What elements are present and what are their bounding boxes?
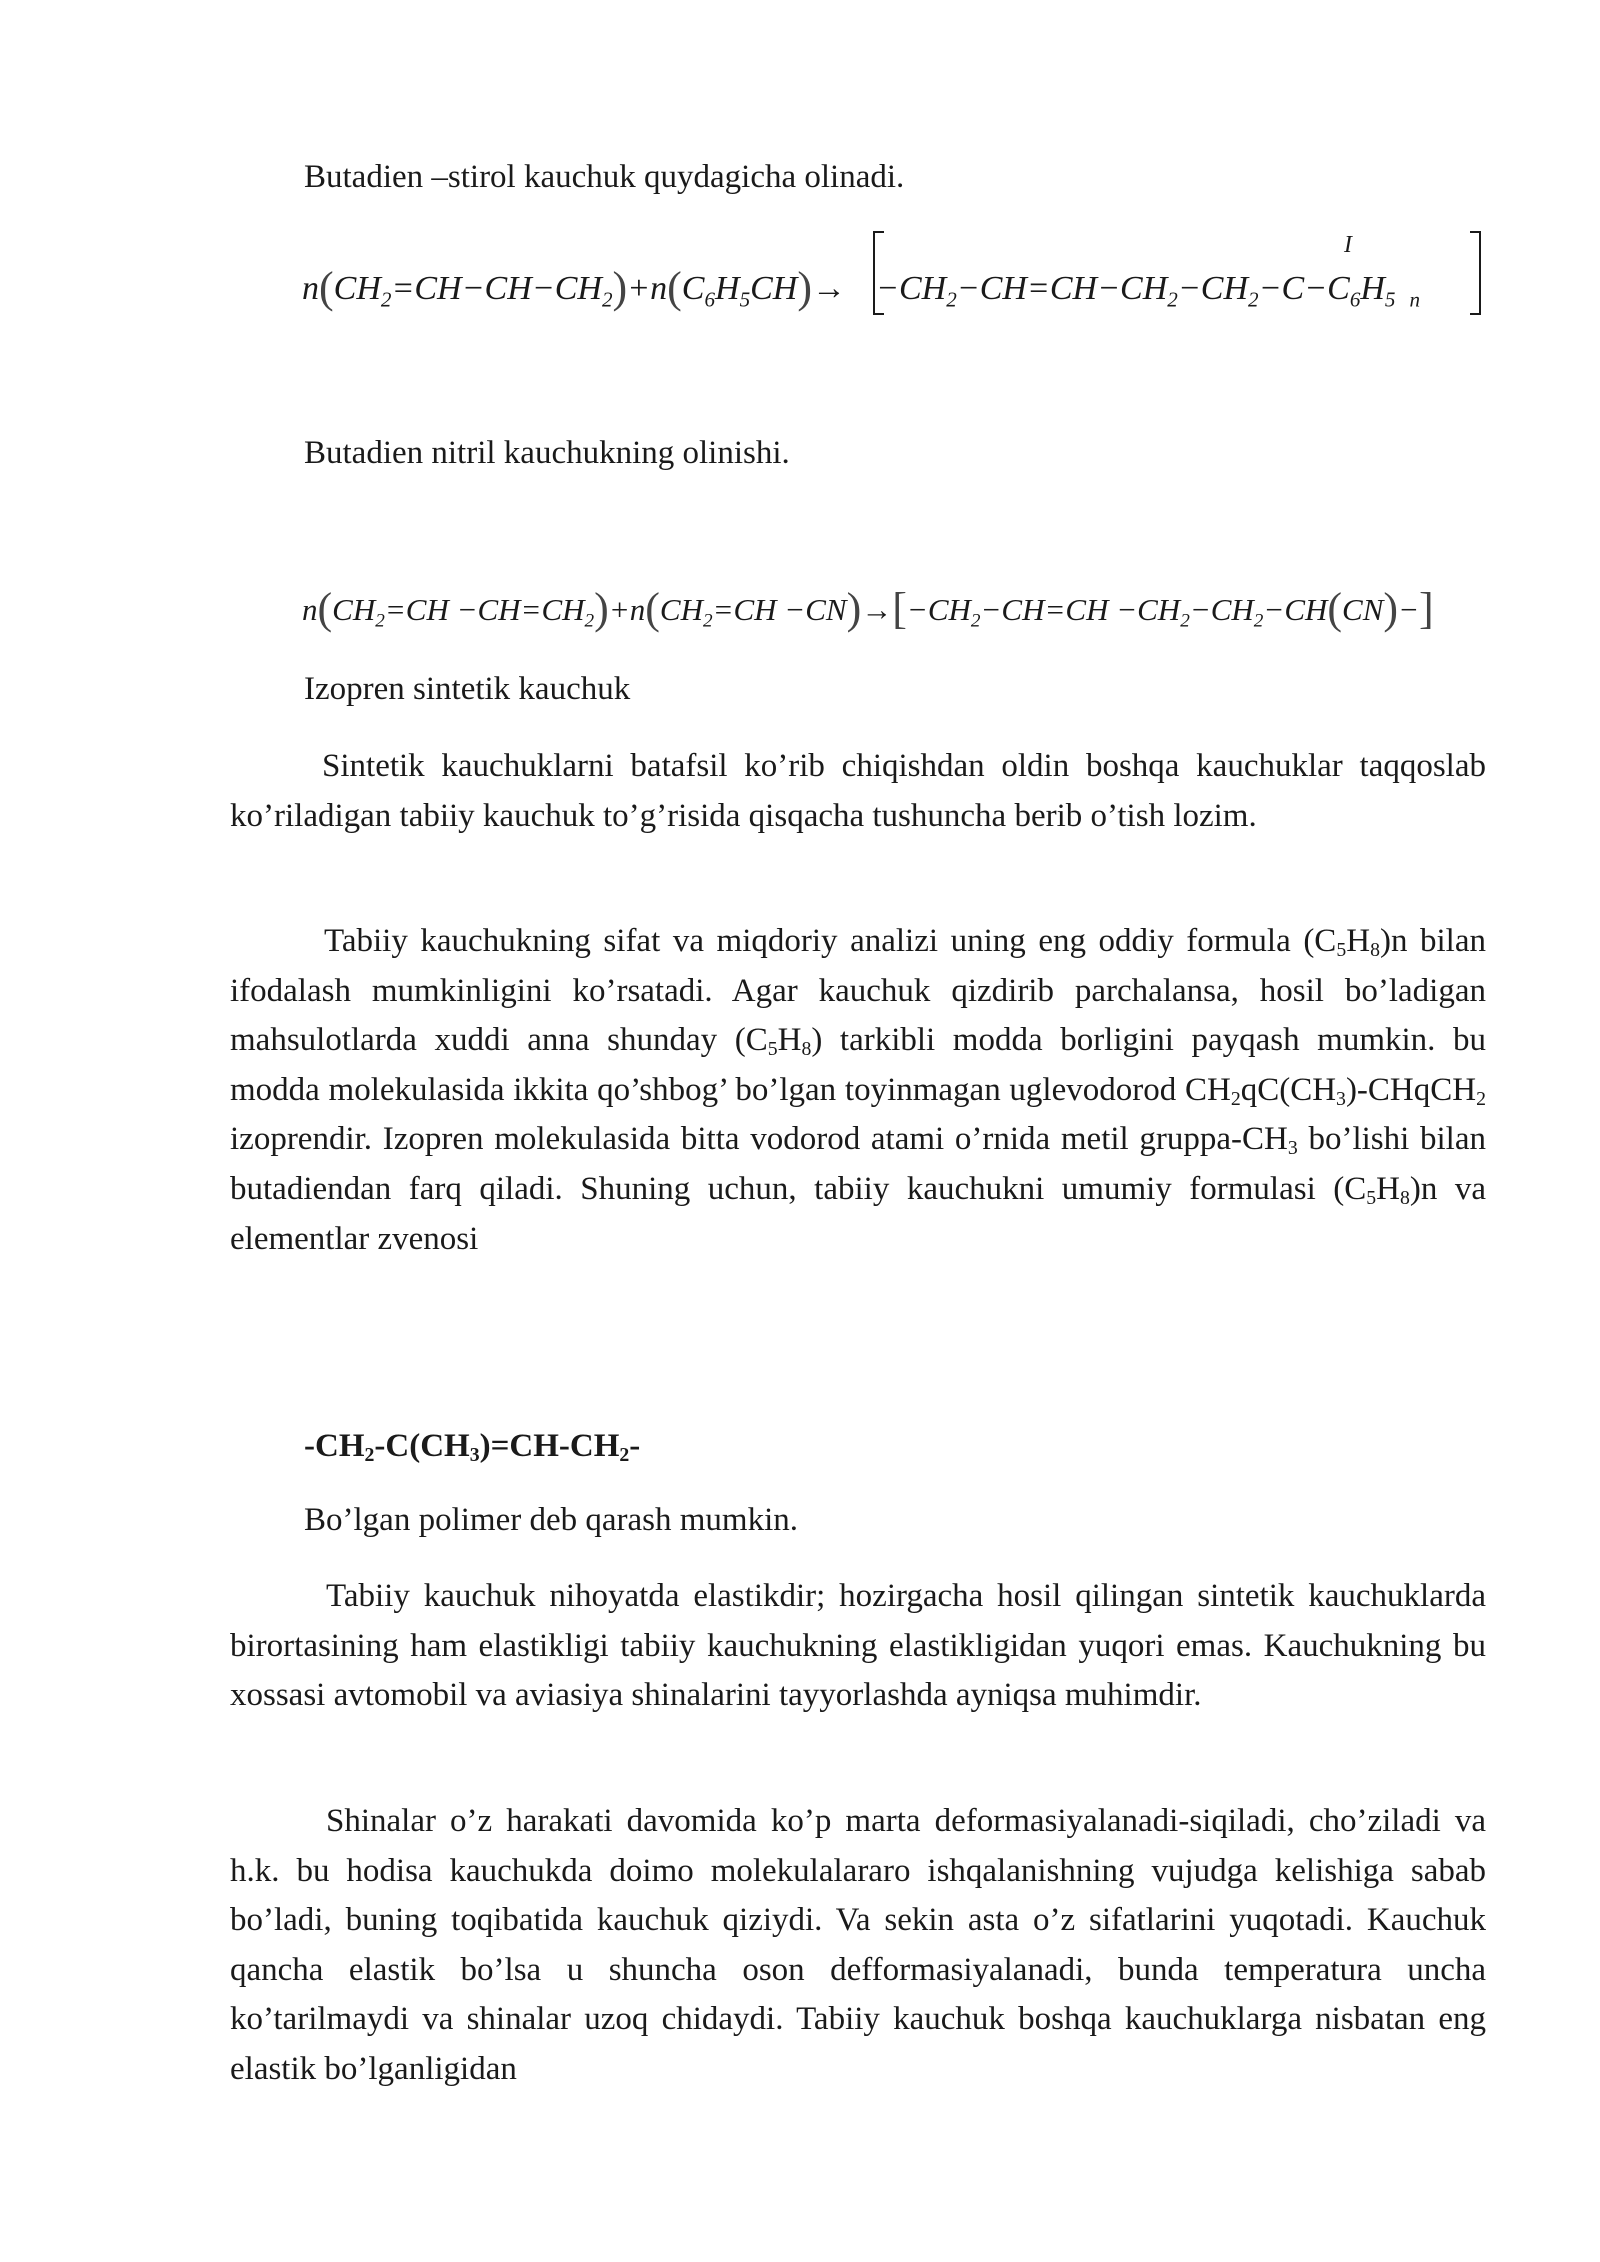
- formula-butadien-stirol: $n(CH_2=CH-CH-CH_2)+n(C_6H_5CH)\to -CH_2-CH=CH-CH_2-CH_2-C-C_6H_5$ $_n$: [302, 263, 1421, 312]
- formula-izopren-zveno: $-CH_2-C(CH_3)=CH-CH_2-$: [304, 1428, 641, 1466]
- formula-branch-mark: I: [1344, 232, 1352, 258]
- paragraph-tabiiy-kauchuk-analiz: Tabiiy kauchukning sifat va miqdoriy analizi uning eng oddiy formula $(C_5H_8)n$ bilan ifodalash mumkinligini ko’rsatadi. Agar kauchuk qizdirib parchalansa, hosil bo’ladigan mahsulotlarda xuddi anna shunday $(C_5H_8)$ tarkibli modda borligini payqash mumkin. bu modda molekulasida ikkita qo’shbog’ bo’lgan toyinmagan uglevodorod $CH_2qC(CH_3)-CHqCH_2$ izoprendir. Izopren molekulasida bitta vodorod atami o’rnida metil gruppa-$CH_3$ bo’lishi bilan butadiendan farq qiladi. Shuning uchun, tabiiy kauchukni umumiy formulasi $(C_5H_8)n$ va elementlar zvenosi: [230, 923, 1486, 1257]
- paragraph-shinalar: Shinalar o’z harakati davomida ko’p marta deformasiyalanadi-siqiladi, cho’ziladi va h.k. bu hodisa kauchukda doimo molekulalararo ishqalanishning vujudga kelishiga sabab bo’ladi, buning toqibatida kauchuk qiziydi. Va sekin asta o’z sifatlarini yuqotadi. Kauchuk qancha elastik bo’lsa u shuncha oson defformasiyalanadi, bunda temperatura uncha ko’tarilmaydi va shinalar uzoq chidaydi. Tabiiy kauchuk boshqa kauchuklarga nisbatan eng elastik bo’lganligidan: [230, 1803, 1486, 2087]
- heading-butadien-stirol: Butadien –stirol kauchuk quydagicha olinadi.: [304, 159, 905, 195]
- heading-izopren: Izopren sintetik kauchuk: [304, 671, 631, 707]
- formula-butadien-nitril: $n(CH_2=CH -CH=CH_2)+n(CH_2=CH -CN)\to[-CH_2-CH=CH -CH_2-CH_2-CH(CN)-]$: [302, 584, 1434, 633]
- line-polimer: Bo’lgan polimer deb qarash mumkin.: [304, 1502, 798, 1538]
- heading-butadien-nitril: Butadien nitril kauchukning olinishi.: [304, 435, 790, 471]
- paragraph-sintetik-kauchuk: Sintetik kauchuklarni batafsil ko’rib chiqishdan oldin boshqa kauchuklar taqqoslab ko’riladigan tabiiy kauchuk to’g’risida qisqacha tushuncha berib o’tish lozim.: [230, 748, 1486, 834]
- formula1-brackets: [870, 228, 1490, 318]
- paragraph-elastiklik: Tabiiy kauchuk nihoyatda elastikdir; hozirgacha hosil qilingan sintetik kauchuklarda birortasining ham elastikligi tabiiy kauchukning elastikligidan yuqori emas. Kauchukning bu xossasi avtomobil va aviasiya shinalarini tayyorlashda ayniqsa muhimdir.: [230, 1578, 1486, 1714]
